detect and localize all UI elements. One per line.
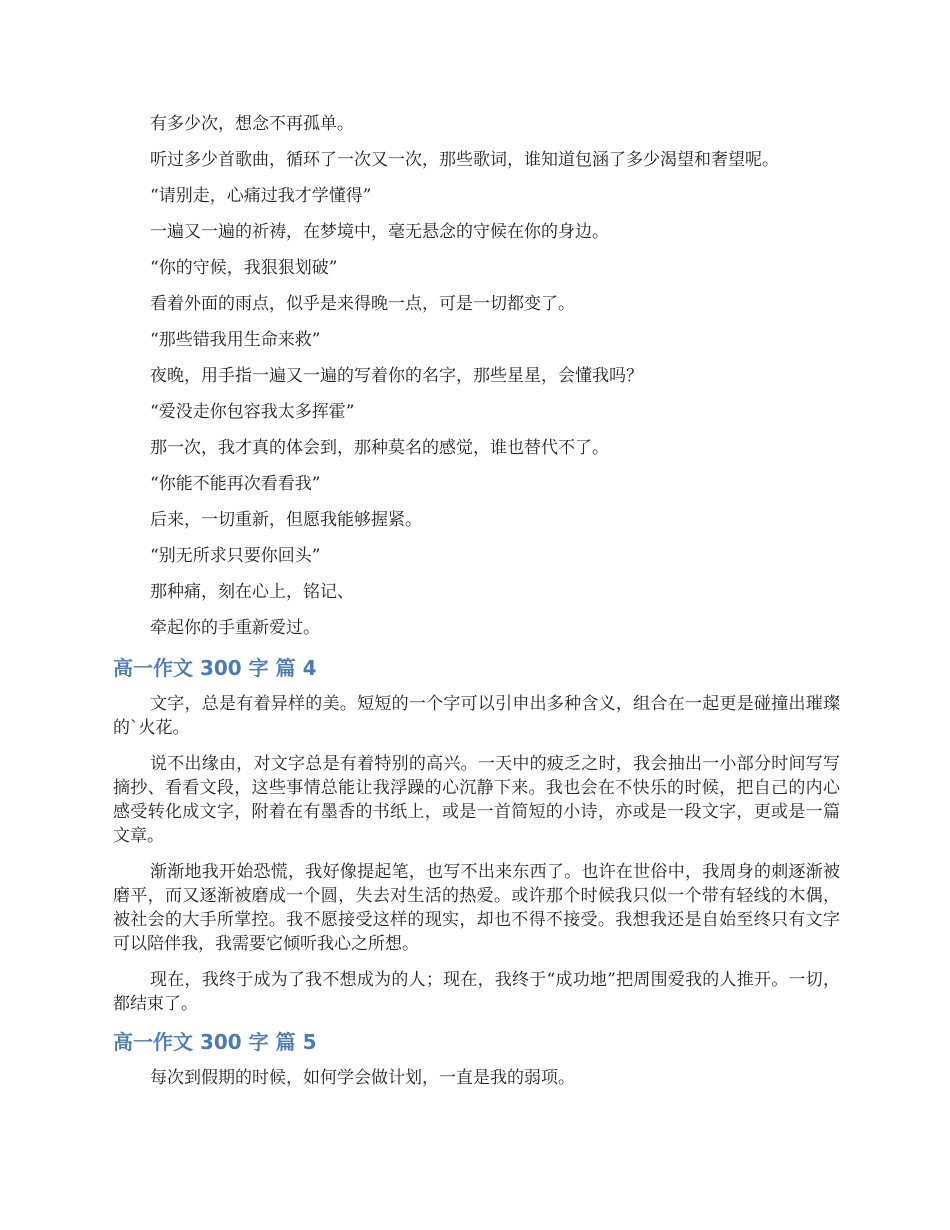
lyric-line: 夜晚，用手指一遍又一遍的写着你的名字，那些星星，会懂我吗？	[150, 366, 643, 386]
lyric-line: “别无所求只要你回头”	[150, 546, 321, 566]
paragraph: 渐渐地我开始恐慌，我好像提起笔，也写不出来东西了。也许在世俗中，我周身的刺逐渐被磨平，而又逐渐被磨成一个圆，失去对生活的热爱。或许那个时候我只似一个带有轻线的木偶，被社会的大手所掌控。我不愿接受这样的现实，却也不得不接受。我想我还是自始至终只有文字可以陪伴我，我需要它倾听我心之所想。	[113, 862, 840, 954]
lyric-line: “那些错我用生命来救”	[150, 330, 321, 350]
lyric-line: 一遍又一遍的祈祷，在梦境中，毫无悬念的守候在你的身边。	[150, 222, 609, 242]
lyric-line: 那一次，我才真的体会到，那种莫名的感觉，谁也替代不了。	[150, 438, 609, 458]
lyric-line: “爱没走你包容我太多挥霍”	[150, 402, 355, 422]
paragraph: 每次到假期的时候，如何学会做计划，一直是我的弱项。	[150, 1068, 575, 1088]
lyric-line: 那种痛，刻在心上，铭记、	[150, 582, 354, 602]
section-heading-4: 高一作文 300 字 篇 4	[113, 656, 317, 680]
paragraph: 文字，总是有着异样的美。短短的一个字可以引申出多种含义，组合在一起更是碰撞出璀璨的`火花。	[113, 694, 840, 738]
lyric-line: 牵起你的手重新爱过。	[150, 618, 320, 638]
lyric-line: “你的守候，我狠狠划破”	[150, 258, 338, 278]
lyric-line: 看着外面的雨点，似乎是来得晚一点，可是一切都变了。	[150, 294, 575, 314]
lyric-line: “请别走，心痛过我才学懂得”	[150, 186, 372, 206]
paragraph: 说不出缘由，对文字总是有着特别的高兴。一天中的疲乏之时，我会抽出一小部分时间写写摘抄、看看文段，这些事情总能让我浮躁的心沉静下来。我也会在不快乐的时候，把自己的内心感受转化成文字，附着在有墨香的书纸上，或是一首简短的小诗，亦或是一段文字，更或是一篇文章。	[113, 754, 840, 846]
section-heading-5: 高一作文 300 字 篇 5	[113, 1030, 317, 1054]
document-body	[113, 110, 840, 1102]
lyric-line: 听过多少首歌曲，循环了一次又一次，那些歌词，谁知道包涵了多少渴望和奢望呢。	[150, 150, 779, 170]
lyric-line: 后来，一切重新，但愿我能够握紧。	[150, 510, 422, 530]
paragraph: 现在，我终于成为了我不想成为的人；现在，我终于“成功地”把周围爱我的人推开。一切，都结束了。	[113, 970, 840, 1014]
lyric-line: 有多少次，想念不再孤单。	[150, 114, 354, 134]
lyric-line: “你能不能再次看看我”	[150, 474, 321, 494]
